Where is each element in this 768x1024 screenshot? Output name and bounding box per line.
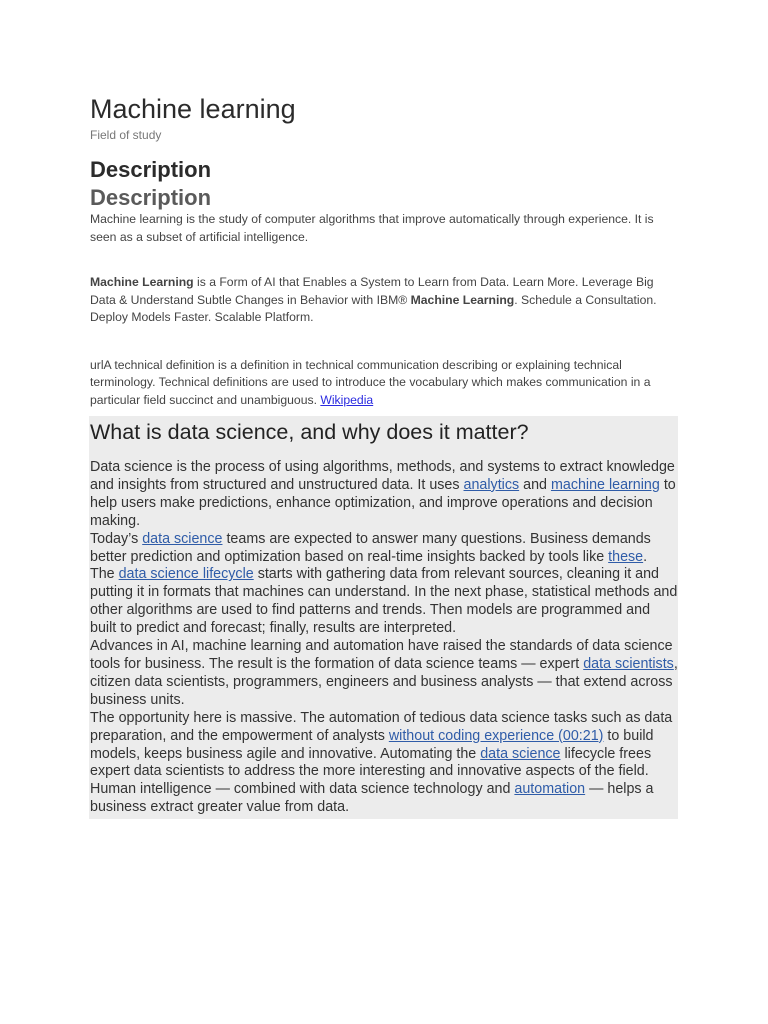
text-span: Today’s — [90, 530, 143, 547]
text-span: starts with gathering data from relevant sources, cleaning it and putting it in formats that machines can understand. In the next phase, statistical methods and other algorithms are used to find patterns and trends. Then models are programmed and built to predict and forecast; finally, results are interpreted. — [90, 566, 678, 637]
data-science-paragraph-1 — [90, 459, 678, 531]
ibm-ad-text-1: is a Form of AI that Enables a System to Learn from Data. Learn More. Leverage Big Data & Understand Subtle Changes in Behavior with IBM® — [90, 275, 654, 307]
text-span: Data science is the process of using algorithms, methods, and systems to extract knowledge and insights from structured and unstructured data. It uses — [90, 459, 675, 493]
text-span: — helps a business extract greater value from data. — [90, 781, 654, 816]
data-science-paragraph-3 — [90, 566, 678, 638]
data-science-body — [90, 459, 678, 817]
text-span: . — [643, 548, 648, 565]
entity-subtitle: Field of study — [90, 128, 162, 142]
data-science-paragraph-5 — [90, 710, 678, 817]
entity-title: Machine learning — [90, 94, 296, 124]
automation-link[interactable]: automation — [514, 781, 586, 798]
data-science-section — [89, 416, 678, 819]
ibm-ad-text-2: . Schedule a Consultation. Deploy Models Faster. Scalable Platform. — [90, 292, 657, 324]
description-text: Machine learning is the study of computer algorithms that improve automatically through experience. It is seen as a subset of artificial intelligence. — [90, 212, 654, 244]
ibm-ad-bold-1: Machine Learning — [90, 275, 194, 289]
data-science-paragraph-2 — [90, 531, 678, 567]
without-coding-experience-link[interactable]: without coding experience (00:21) — [388, 727, 604, 744]
description-heading: Description — [90, 157, 212, 182]
technical-definition-text: urlA technical definition is a definition in technical communication describing or explaining technical terminology. Technical definitions are used to introduce the vocabulary which makes communication in a particular field succinct and unambiguous. — [90, 357, 651, 407]
text-span: Advances in AI, machine learning and automation have raised the standards of data science tools for business. The result is the formation of data science teams — expert — [90, 638, 673, 672]
text-span: The opportunity here is massive. The automation of tedious data science tasks such as data preparation, and the empowerment of analysts — [90, 709, 673, 744]
data-science-lifecycle-link[interactable]: data science lifecycle — [118, 566, 254, 583]
data-science-title: What is data science, and why does it matter? — [90, 420, 529, 444]
data-science-link[interactable]: data science — [142, 530, 223, 547]
text-span: to help users make predictions, enhance optimization, and improve operations and decision making. — [90, 476, 676, 529]
text-span: lifecycle frees expert data scientists to address the more interesting and innovative aspects of the field. Human intelligence — combined with data science technology and — [90, 745, 652, 798]
text-span: to build models, keeps business agile and innovative. Automating the — [90, 727, 654, 762]
description-heading-secondary: Description — [90, 185, 212, 210]
text-span: The — [90, 566, 119, 583]
ibm-ad-paragraph — [90, 274, 680, 327]
ibm-ad-bold-2: Machine Learning — [410, 292, 515, 307]
data-scientists-link[interactable]: data scientists — [583, 655, 674, 672]
these-link[interactable]: these — [608, 548, 644, 565]
machine-learning-link[interactable]: machine learning — [550, 476, 660, 493]
analytics-link[interactable]: analytics — [463, 476, 520, 493]
text-span: and — [519, 476, 551, 493]
document-page — [90, 92, 680, 819]
text-span: teams are expected to answer many questions. Business demands better prediction and optimization based on real-time insights backed by tools like — [90, 530, 651, 565]
text-span: , citizen data scientists, programmers, engineers and business analysts — that extend across business units. — [90, 655, 678, 708]
technical-definition-paragraph — [90, 357, 680, 410]
data-science-lifecycle-link-2[interactable]: data science — [480, 745, 561, 762]
data-science-paragraph-4 — [90, 638, 678, 710]
wikipedia-link[interactable]: Wikipedia — [320, 392, 374, 407]
